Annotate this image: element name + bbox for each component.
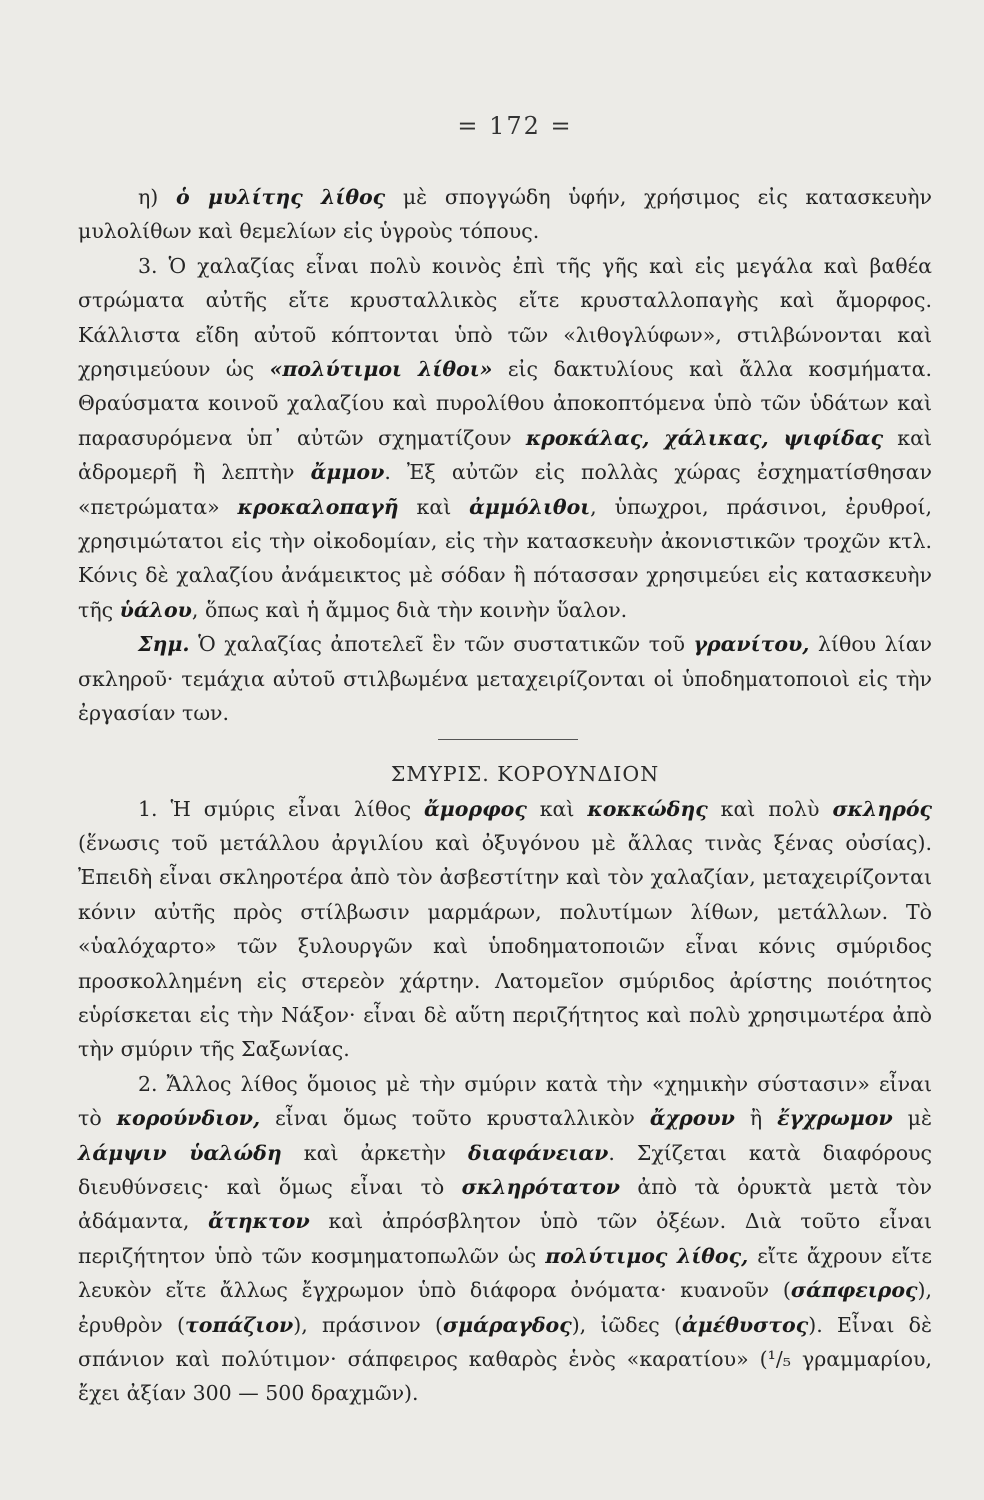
text-run: . Ἐξ αὐτῶν εἰς πολλὰς χώρας ἐσχηματίσθησαν «πετρώματα» <box>78 460 932 519</box>
emphasized-term: πολύτιμος λίθος, <box>545 1243 749 1268</box>
emphasized-term: κοκκώδης <box>587 796 708 821</box>
text-run: Ὁ χαλαζίας ἀποτελεῖ ἓν τῶν συστατικῶν τοῦ <box>189 632 694 657</box>
section-title: ΣΜΥΡΙΣ. ΚΟΡΟΥΝΔΙΟΝ <box>390 761 660 786</box>
emphasized-term: σμάραγδος <box>443 1312 572 1337</box>
text-run: 3. Ὁ χαλαζίας εἶναι πολὺ κοινὸς ἐπὶ τῆς γῆς καὶ εἰς μεγάλα καὶ βαθέα στρώματα αὐτῆς εἴτε κρυσταλλικὸς εἴτε κρυσταλλοπαγὴς καὶ ἄμορφος. Κάλλιστα εἴδη αὐτοῦ κόπτονται ὑπὸ τῶν «λιθογλύφων», στιλβώνονται καὶ χρησιμεύουν ὡς <box>78 253 932 382</box>
text-run: (ἕνωσις τοῦ μετάλλου ἀργιλίου καὶ ὀξυγόνου μὲ ἄλλας τινὰς ξένας οὐσίας). Ἐπειδὴ εἶναι σκληροτέρα ἀπὸ τὸν ἀσβεστίτην καὶ τὸν χαλαζίαν, μεταχειρίζονται κόνιν αὐτῆς πρὸς στίλβωσιν μαρμάρων, πολυτίμων λίθων, μετάλλων. Τὸ «ὑαλόχαρτο» τῶν ξυλουργῶν καὶ ὑποδηματοποιῶν εἶναι κόνις σμύριδος προσκολλημένη εἰς στερεὸν χάρτην. Λατομεῖον σμύριδος ἀρίστης ποιότητος εὑρίσκεται εἰς τὴν Νάξον· εἶναι δὲ αὕτη περιζήτητος καὶ πολὺ χρησιμωτέρα ἀπὸ τὴν σμύριν τῆς Σαξωνίας. <box>78 830 932 1062</box>
paragraph-note-granite <box>78 627 932 730</box>
text-run: καὶ ἀρκετὴν <box>281 1140 469 1165</box>
text-run: εἶναι ὅμως τοῦτο κρυσταλλικὸν <box>260 1106 650 1131</box>
text-run: μὲ σπογγώδη ὑφήν, χρήσιμος εἰς κατασκευὴν μυλολίθων καὶ θεμελίων εἰς ὑγροὺς τόπους. <box>78 185 933 244</box>
emphasized-term: λάμψιν ὑαλώδη <box>78 1140 282 1165</box>
emphasized-term: ἄμμον <box>310 460 385 485</box>
emphasized-term: Σημ. <box>138 632 190 657</box>
paragraph-korundio <box>78 1067 932 1411</box>
text-run: , ὑπωχροι, πράσινοι, ἐρυθροί, χρησιμώτατοι εἰς τὴν οἰκοδομίαν, εἰς τὴν κατασκευὴν ἀκονιστικῶν τροχῶν κτλ. Κόνις δὲ χαλαζίου ἀνάμεικτος μὲ σόδαν ἢ πότασσαν χρησιμεύει εἰς κατασκευὴν τῆς <box>78 494 932 622</box>
text-run: η) <box>138 185 176 209</box>
text-run: καὶ <box>526 796 588 821</box>
emphasized-term: ἀμμόλιθοι <box>469 494 591 519</box>
emphasized-term: κορούνδιον, <box>116 1106 261 1131</box>
text-run: μὲ <box>892 1106 932 1131</box>
emphasized-term: ὑάλου <box>119 597 192 622</box>
text-run: καὶ <box>398 494 470 519</box>
text-run: καὶ ἁδρομερῆ ἢ λεπτὴν <box>78 425 932 485</box>
text-run: 2. Ἄλλος λίθος ὅμοιος μὲ τὴν σμύριν κατὰ τὴν «χημικὴν σύστασιν» εἶναι τὸ <box>78 1071 932 1131</box>
emphasized-term: ἄτηκτον <box>208 1209 310 1234</box>
emphasized-term: «πολύτιμοι λίθοι» <box>269 357 493 382</box>
emphasized-term: γρανίτου, <box>693 632 810 657</box>
text-run: ἢ <box>734 1106 778 1131</box>
paragraph-chalazias <box>78 249 932 627</box>
emphasized-term: σκληρός <box>832 796 932 821</box>
emphasized-term: σκληρότατον <box>461 1174 620 1199</box>
paragraph-smyris <box>78 792 932 1067</box>
text-run: ), ἐρυθρὸν ( <box>78 1278 932 1337</box>
emphasized-term: σάπφειρος <box>790 1278 918 1303</box>
section-divider <box>438 739 578 740</box>
text-run: καὶ πολὺ <box>707 796 833 821</box>
text-run: . Σχίζεται κατὰ διαφόρους διευθύνσεις· καὶ ὅμως εἶναι τὸ <box>78 1140 932 1199</box>
emphasized-term: διαφάνειαν <box>468 1140 609 1165</box>
emphasized-term: κροκάλας, χάλικας, ψιφίδας <box>525 425 884 450</box>
emphasized-term: ἔγχρωμον <box>777 1106 893 1131</box>
page-number: = 172 = <box>457 112 573 140</box>
text-run: εἴτε ἄχρουν εἴτε λευκὸν εἴτε ἄλλως ἔγχρωμον ὑπὸ διάφορα ὀνόματα· κυανοῦν ( <box>78 1243 933 1303</box>
text-run: ). Εἶναι δὲ σπάνιον καὶ πολύτιμον· σάπφειρος καθαρὸς ἑνὸς «καρατίου» (¹/₅ γραμμαρίου, ἔχει ἀξίαν 300 — 500 δραχμῶν). <box>78 1312 932 1406</box>
text-run: 1. Ἡ σμύρις εἶναι λίθος <box>138 796 425 821</box>
emphasized-term: ἄχρουν <box>649 1106 735 1131</box>
paragraph-mylitis <box>78 180 932 249</box>
emphasized-term: τοπάζιον <box>185 1312 294 1337</box>
text-run: ἀπὸ τὰ ὀρυκτὰ μετὰ τὸν ἀδάμαντα, <box>78 1174 932 1234</box>
emphasized-term: ἀμέθυστος <box>682 1312 809 1337</box>
text-run: καὶ ἀπρόσβλητον ὑπὸ τῶν ὀξέων. Διὰ τοῦτο εἶναι περιζήτητον ὑπὸ τῶν κοσμηματοπωλῶν ὡς <box>78 1209 932 1268</box>
text-run: , ὅπως καὶ ἡ ἄμμος διὰ τὴν κοινὴν ὕαλον. <box>191 597 628 622</box>
emphasized-term: ὁ μυλίτης λίθος <box>176 185 386 209</box>
text-run: εἰς δακτυλίους καὶ ἄλλα κοσμήματα. Θραύσματα κοινοῦ χαλαζίου καὶ πυρολίθου ἀποκοπτόμενα ὑπὸ τῶν ὑδάτων καὶ παρασυρόμενα ὑπ᾽ αὐτῶν σχηματίζουν <box>78 357 932 450</box>
emphasized-term: ἄμορφος <box>424 796 527 821</box>
emphasized-term: κροκαλοπαγῆ <box>237 494 399 519</box>
text-run: ), ἰῶδες ( <box>571 1312 682 1337</box>
text-run: λίθου λίαν σκληροῦ· τεμάχια αὐτοῦ στιλβωμένα μεταχειρίζονται οἱ ὑποδηματοποιοὶ εἰς τὴν ἐργασίαν των. <box>78 632 933 726</box>
text-run: ), πράσινον ( <box>293 1312 444 1337</box>
